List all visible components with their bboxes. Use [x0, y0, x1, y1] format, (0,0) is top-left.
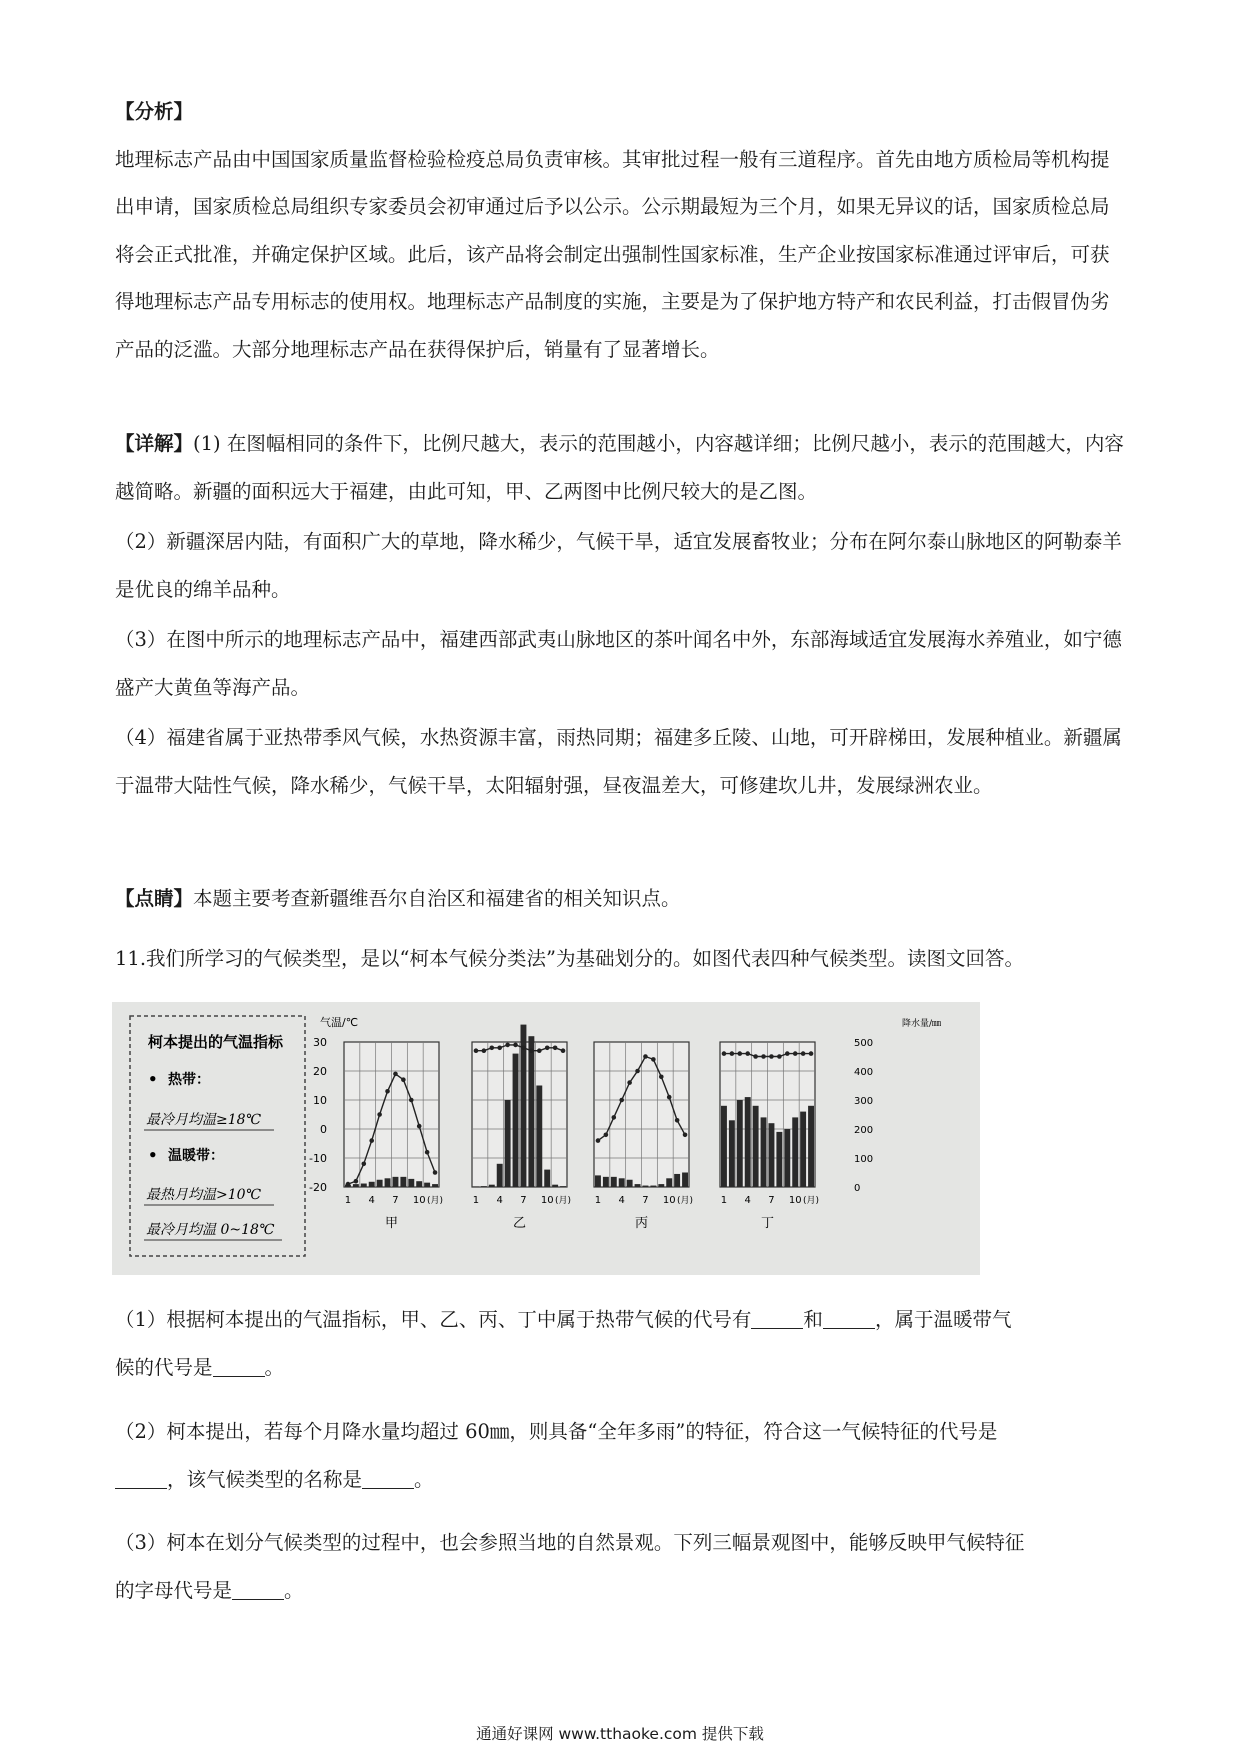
- y-right-tick: 400: [854, 1067, 874, 1078]
- precipitation-bar: [627, 1180, 633, 1187]
- q3-text-b: 的字母代号是: [115, 1579, 233, 1602]
- q1-text-d: 候的代号是: [115, 1356, 213, 1379]
- precipitation-bar: [536, 1086, 542, 1188]
- precipitation-bar: [776, 1132, 782, 1187]
- precipitation-bar: [658, 1184, 664, 1187]
- precipitation-bar: [497, 1164, 503, 1187]
- precipitation-bar: [603, 1177, 609, 1187]
- q2-text-b: ，该气候类型的名称是: [167, 1468, 363, 1491]
- y-right-tick: 200: [854, 1125, 874, 1136]
- temperature-point: [482, 1048, 487, 1053]
- detail-p2: （2）新疆深居内陆，有面积广大的草地，降水稀少，气候干旱，适宜发展畜牧业；分布在阿尔泰山脉地区的阿勒泰羊是优良的绵羊品种。: [115, 530, 1122, 601]
- temperature-point: [761, 1054, 766, 1059]
- bullet-temperate: •: [148, 1146, 158, 1164]
- temperature-criteria-box: [130, 1016, 305, 1256]
- x-tick: 7: [768, 1195, 775, 1206]
- x-tick: 1: [344, 1195, 352, 1206]
- temperature-point: [393, 1072, 398, 1077]
- precipitation-bar: [361, 1184, 367, 1187]
- temperature-point: [667, 1095, 672, 1100]
- temperature-point: [409, 1098, 414, 1103]
- temperature-point: [722, 1051, 727, 1056]
- temperature-point: [369, 1138, 374, 1143]
- temperature-point: [401, 1077, 406, 1082]
- q2-text-c: 。: [414, 1468, 434, 1491]
- temperature-point: [785, 1051, 790, 1056]
- temperature-point: [346, 1182, 351, 1187]
- q3-text-c: 。: [284, 1579, 304, 1602]
- q1-blank-1[interactable]: [751, 1309, 803, 1330]
- precipitation-bar: [619, 1178, 625, 1187]
- x-tick: 1: [720, 1195, 728, 1206]
- question-1: [115, 1296, 1125, 1392]
- temperature-point: [489, 1046, 494, 1051]
- temperature-point: [529, 1048, 534, 1053]
- page-footer: 通通好课网 www.tthaoke.com 提供下载: [476, 1725, 764, 1743]
- temperature-point: [801, 1051, 806, 1056]
- precipitation-bar: [552, 1185, 558, 1187]
- criteria-title: 柯本提出的气温指标: [148, 1033, 284, 1051]
- climate-chart-1: [344, 1042, 443, 1231]
- precipitation-bar: [729, 1120, 735, 1187]
- precipitation-bar: [353, 1184, 359, 1187]
- temperature-point: [769, 1054, 774, 1059]
- precipitation-bar: [784, 1129, 790, 1187]
- climate-figure: [112, 1002, 980, 1275]
- precipitation-bar: [432, 1184, 438, 1187]
- q1-text-e: 。: [264, 1356, 285, 1379]
- precipitation-bar: [595, 1175, 601, 1187]
- q1-blank-3[interactable]: [213, 1357, 265, 1378]
- detail-section: [115, 420, 1125, 809]
- temperature-point: [417, 1124, 422, 1129]
- y-left-tick: 10: [313, 1094, 327, 1107]
- question-stem: 11.我们所学习的气候类型，是以“柯本气候分类法”为基础划分的。如图代表四种气候类型。读图文回答。: [115, 947, 1024, 970]
- analysis-section: [115, 88, 1125, 373]
- precipitation-bar: [513, 1054, 519, 1187]
- y-left-label: 气温/℃: [320, 1016, 359, 1029]
- q1-text-a: （1）根据柯本提出的气温指标，甲、乙、丙、丁中属于热带气候的代号有: [115, 1308, 752, 1331]
- y-right-label: 降水量/㎜: [902, 1019, 942, 1029]
- temperature-point: [505, 1043, 510, 1048]
- y-left-tick: 20: [313, 1065, 327, 1078]
- q2-blank-2[interactable]: [362, 1469, 414, 1490]
- analysis-label: 【分析】: [115, 100, 194, 123]
- temperature-point: [730, 1051, 735, 1056]
- x-tick: 4: [368, 1195, 375, 1206]
- precipitation-bar: [761, 1117, 767, 1187]
- q2-text-a: （2）柯本提出，若每个月降水量均超过 60㎜，则具备“全年多雨”的特征，符合这一气候特征的代号是: [115, 1420, 998, 1443]
- x-tick-unit: (月): [802, 1196, 820, 1206]
- detail-label: 【详解】: [115, 432, 194, 455]
- x-tick: 4: [744, 1195, 751, 1206]
- criteria-temperate: 温暖带：: [168, 1148, 224, 1164]
- precipitation-bar: [635, 1184, 641, 1187]
- precipitation-bar: [424, 1183, 430, 1187]
- chart-label: 丙: [634, 1216, 649, 1231]
- temperature-point: [651, 1057, 656, 1062]
- temperature-point: [675, 1118, 680, 1123]
- temperature-point: [643, 1054, 648, 1059]
- precipitation-bar: [769, 1123, 775, 1187]
- tip-text: 本题主要考查新疆维吾尔自治区和福建省的相关知识点。: [193, 887, 681, 910]
- x-tick: 7: [520, 1195, 527, 1206]
- climate-charts-svg: [112, 1002, 980, 1275]
- criteria-tropical: 热带：: [168, 1072, 210, 1088]
- precipitation-bar: [393, 1177, 399, 1187]
- x-tick-unit: (月): [554, 1196, 572, 1206]
- q1-text-c: ，属于温暖带气: [874, 1308, 1012, 1331]
- climate-chart-4: [720, 1042, 819, 1231]
- temperature-point: [737, 1051, 742, 1056]
- temperature-point: [513, 1043, 518, 1048]
- temperature-point: [425, 1150, 430, 1155]
- temperature-point: [745, 1051, 750, 1056]
- y-right-tick: 100: [854, 1154, 874, 1165]
- x-tick: 4: [618, 1195, 625, 1206]
- y-right-tick: 0: [854, 1183, 861, 1194]
- tip-section: [115, 875, 1125, 923]
- precipitation-bar: [489, 1185, 495, 1187]
- chart-label: 丁: [760, 1216, 775, 1231]
- temperature-point: [635, 1069, 640, 1074]
- x-tick-unit: (月): [426, 1196, 444, 1206]
- precipitation-bar: [650, 1186, 656, 1187]
- precipitation-bar: [560, 1186, 566, 1187]
- y-left-tick: 0: [320, 1123, 327, 1136]
- x-tick: 10: [412, 1195, 426, 1206]
- climate-charts: [344, 1025, 819, 1231]
- temperature-point: [497, 1046, 502, 1051]
- y-left-tick: 30: [313, 1036, 327, 1049]
- temperature-point: [753, 1054, 758, 1059]
- temperature-point: [561, 1048, 566, 1053]
- q3-blank-1[interactable]: [232, 1580, 284, 1601]
- x-tick: 7: [392, 1195, 399, 1206]
- temperature-point: [809, 1051, 814, 1056]
- question-2: [115, 1408, 1125, 1504]
- temperature-point: [354, 1179, 359, 1184]
- precipitation-bar: [416, 1181, 422, 1187]
- y-left-tick: -10: [309, 1152, 327, 1165]
- temperature-point: [604, 1133, 609, 1138]
- temperature-point: [683, 1133, 688, 1138]
- temperature-point: [627, 1080, 632, 1085]
- precipitation-bar: [400, 1177, 406, 1187]
- precipitation-bar: [611, 1177, 617, 1187]
- temperature-point: [537, 1048, 542, 1053]
- precipitation-bar: [544, 1170, 550, 1187]
- y-right-tick: 300: [854, 1096, 874, 1107]
- precipitation-bar: [408, 1179, 414, 1187]
- temperature-point: [545, 1046, 550, 1051]
- x-tick: 1: [472, 1195, 480, 1206]
- precipitation-bar: [753, 1106, 759, 1187]
- y-left-tick: -20: [309, 1181, 327, 1194]
- temperature-point: [777, 1054, 782, 1059]
- y-right-ticks: [854, 1038, 873, 1194]
- precipitation-bar: [643, 1186, 649, 1187]
- precipitation-bar: [721, 1106, 727, 1187]
- detail-p1: [115, 420, 1125, 515]
- tip-label: 【点睛】: [115, 887, 194, 910]
- precipitation-bar: [377, 1180, 383, 1187]
- temperature-point: [611, 1115, 616, 1120]
- question-3: [115, 1519, 1125, 1615]
- detail-p1-text: (1) 在图幅相同的条件下，比例尺越大，表示的范围越小，内容越详细；比例尺越小，表示的范围越大，内容越简略。新疆的面积远大于福建，由此可知，甲、乙两图中比例尺较大的是乙图。: [115, 432, 1124, 503]
- temperature-point: [619, 1098, 624, 1103]
- precipitation-bar: [385, 1178, 391, 1187]
- q1-blank-2[interactable]: [823, 1309, 875, 1330]
- temperature-point: [474, 1048, 479, 1053]
- precipitation-bar: [792, 1117, 798, 1187]
- criteria-temperate-rule2: 最冷月均温 0~18℃: [146, 1222, 275, 1238]
- climate-chart-2: [472, 1025, 571, 1231]
- temperature-point: [361, 1162, 366, 1167]
- climate-chart-3: [594, 1042, 693, 1231]
- precipitation-bar: [674, 1174, 680, 1187]
- precipitation-bar: [473, 1186, 479, 1187]
- temperature-point: [659, 1075, 664, 1080]
- temperature-point: [433, 1170, 438, 1175]
- criteria-tropical-rule: 最冷月均温≥18℃: [146, 1112, 262, 1128]
- x-tick-unit: (月): [676, 1196, 694, 1206]
- precipitation-bar: [528, 1036, 534, 1187]
- q2-blank-1[interactable]: [115, 1469, 167, 1490]
- y-left-ticks: [309, 1036, 327, 1194]
- q3-text-a: （3）柯本在划分气候类型的过程中，也会参照当地的自然景观。下列三幅景观图中，能够反映甲气候特征: [115, 1531, 1025, 1554]
- precipitation-bar: [808, 1106, 814, 1187]
- detail-p4: （4）福建省属于亚热带季风气候，水热资源丰富，雨热同期；福建多丘陵、山地，可开辟梯田，发展种植业。新疆属于温带大陆性气候，降水稀少，气候干旱，太阳辐射强，昼夜温差大，可修建坎儿井，发展绿洲农业。: [115, 726, 1122, 797]
- x-tick: 10: [662, 1195, 676, 1206]
- x-tick: 10: [540, 1195, 554, 1206]
- precipitation-bar: [737, 1100, 743, 1187]
- temperature-point: [793, 1051, 798, 1056]
- bullet-tropical: •: [148, 1070, 158, 1088]
- temperature-point: [553, 1046, 558, 1051]
- temperature-point: [521, 1046, 526, 1051]
- chart-label: 甲: [384, 1216, 399, 1231]
- x-tick: 1: [594, 1195, 602, 1206]
- analysis-text: 地理标志产品由中国国家质量监督检验检疫总局负责审核。其审批过程一般有三道程序。首先由地方质检局等机构提出申请，国家质检总局组织专家委员会初审通过后予以公示。公示期最短为三个月，如果无异议的话，国家质检总局将会正式批准，并确定保护区域。此后，该产品将会制定出强制性国家标准，生产企业按国家标准通过评审后，可获得地理标志产品专用标志的使用权。地理标志产品制度的实施，主要是为了保护地方特产和农民利益，打击假冒伪劣产品的泛滥。大部分地理标志产品在获得保护后，销量有了显著增长。: [115, 147, 1110, 361]
- criteria-temperate-rule1: 最热月均温>10℃: [146, 1187, 262, 1203]
- precipitation-bar: [800, 1112, 806, 1187]
- precipitation-bar: [369, 1182, 375, 1187]
- y-right-tick: 500: [854, 1038, 874, 1049]
- precipitation-bar: [666, 1178, 672, 1187]
- x-tick: 10: [788, 1195, 802, 1206]
- precipitation-bar: [505, 1100, 511, 1187]
- x-tick: 4: [496, 1195, 503, 1206]
- precipitation-bar: [682, 1173, 688, 1188]
- precipitation-bar: [481, 1186, 487, 1187]
- q1-text-b: 和: [803, 1308, 823, 1331]
- temperature-point: [385, 1089, 390, 1094]
- precipitation-bar: [745, 1097, 751, 1187]
- temperature-point: [596, 1138, 601, 1143]
- chart-label: 乙: [512, 1216, 527, 1231]
- temperature-point: [377, 1112, 382, 1117]
- x-tick: 7: [642, 1195, 649, 1206]
- detail-p3: （3）在图中所示的地理标志产品中，福建西部武夷山脉地区的茶叶闻名中外，东部海域适宜发展海水养殖业，如宁德盛产大黄鱼等海产品。: [115, 628, 1122, 699]
